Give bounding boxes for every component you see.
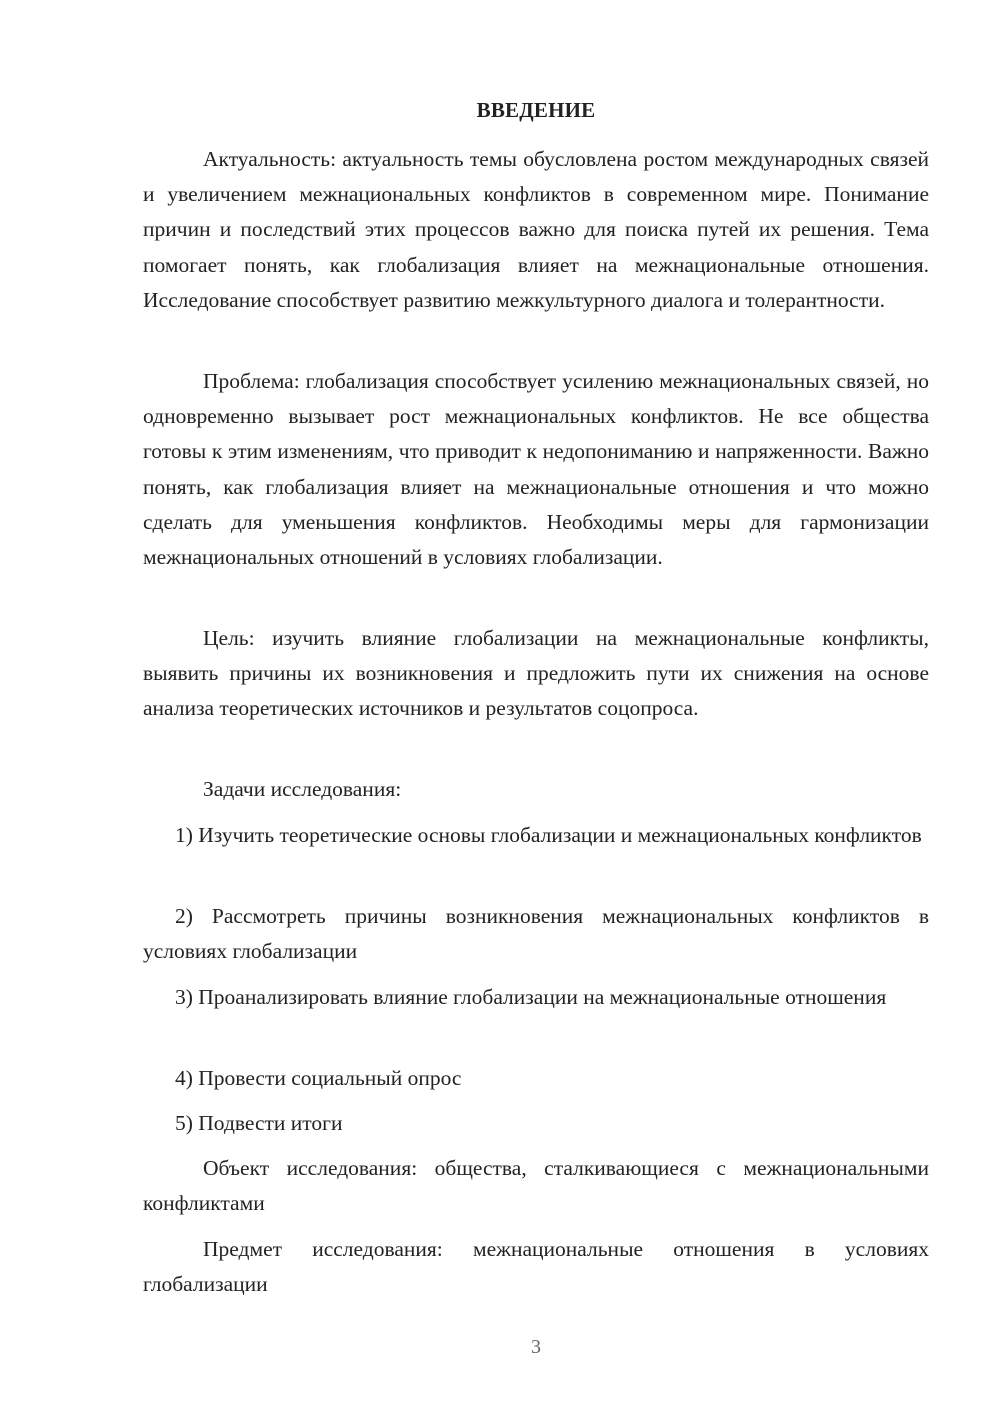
page-number: 3 [531,1336,541,1358]
paragraph-object: Объект исследования: общества, сталкивающиеся с межнациональными конфликтами [143,1156,929,1216]
paragraph-goal: Цель: изучить влияние глобализации на межнациональные конфликты, выявить причины их возникновения и предложить пути их снижения на основе анализа теоретических источников и результатов соцопроса. [143,626,929,721]
task-item-3: 3) Проанализировать влияние глобализации на межнациональные отношения [175,985,887,1009]
task-item-5: 5) Подвести итоги [175,1111,343,1135]
task-item-1: 1) Изучить теоретические основы глобализации и межнациональных конфликтов [175,823,922,847]
paragraph-subject: Предмет исследования: межнациональные отношения в условиях глобализации [143,1237,929,1297]
task-item-2: 2) Рассмотреть причины возникновения межнациональных конфликтов в условиях глобализации [143,904,929,964]
paragraph-relevance: Актуальность: актуальность темы обусловлена ростом международных связей и увеличением межнациональных конфликтов в современном мире. Понимание причин и последствий этих процессов важно для поиска путей их решения. Тема помогает понять, как глобализация влияет на межнациональные отношения. Исследование способствует развитию межкультурного диалога и толерантности. [143,147,929,312]
task-item-4: 4) Провести социальный опрос [175,1066,462,1090]
page-title: ВВЕДЕНИЕ [476,98,596,122]
tasks-title: Задачи исследования: [203,777,402,801]
paragraph-problem: Проблема: глобализация способствует усилению межнациональных связей, но одновременно вызывает рост межнациональных конфликтов. Не все общества готовы к этим изменениям, что приводит к недопониманию и напряженности. Важно понять, как глобализация влияет на межнациональные отношения и что можно сделать для уменьшения конфликтов. Необходимы меры для гармонизации межнациональных отношений в условиях глобализации. [143,369,929,570]
